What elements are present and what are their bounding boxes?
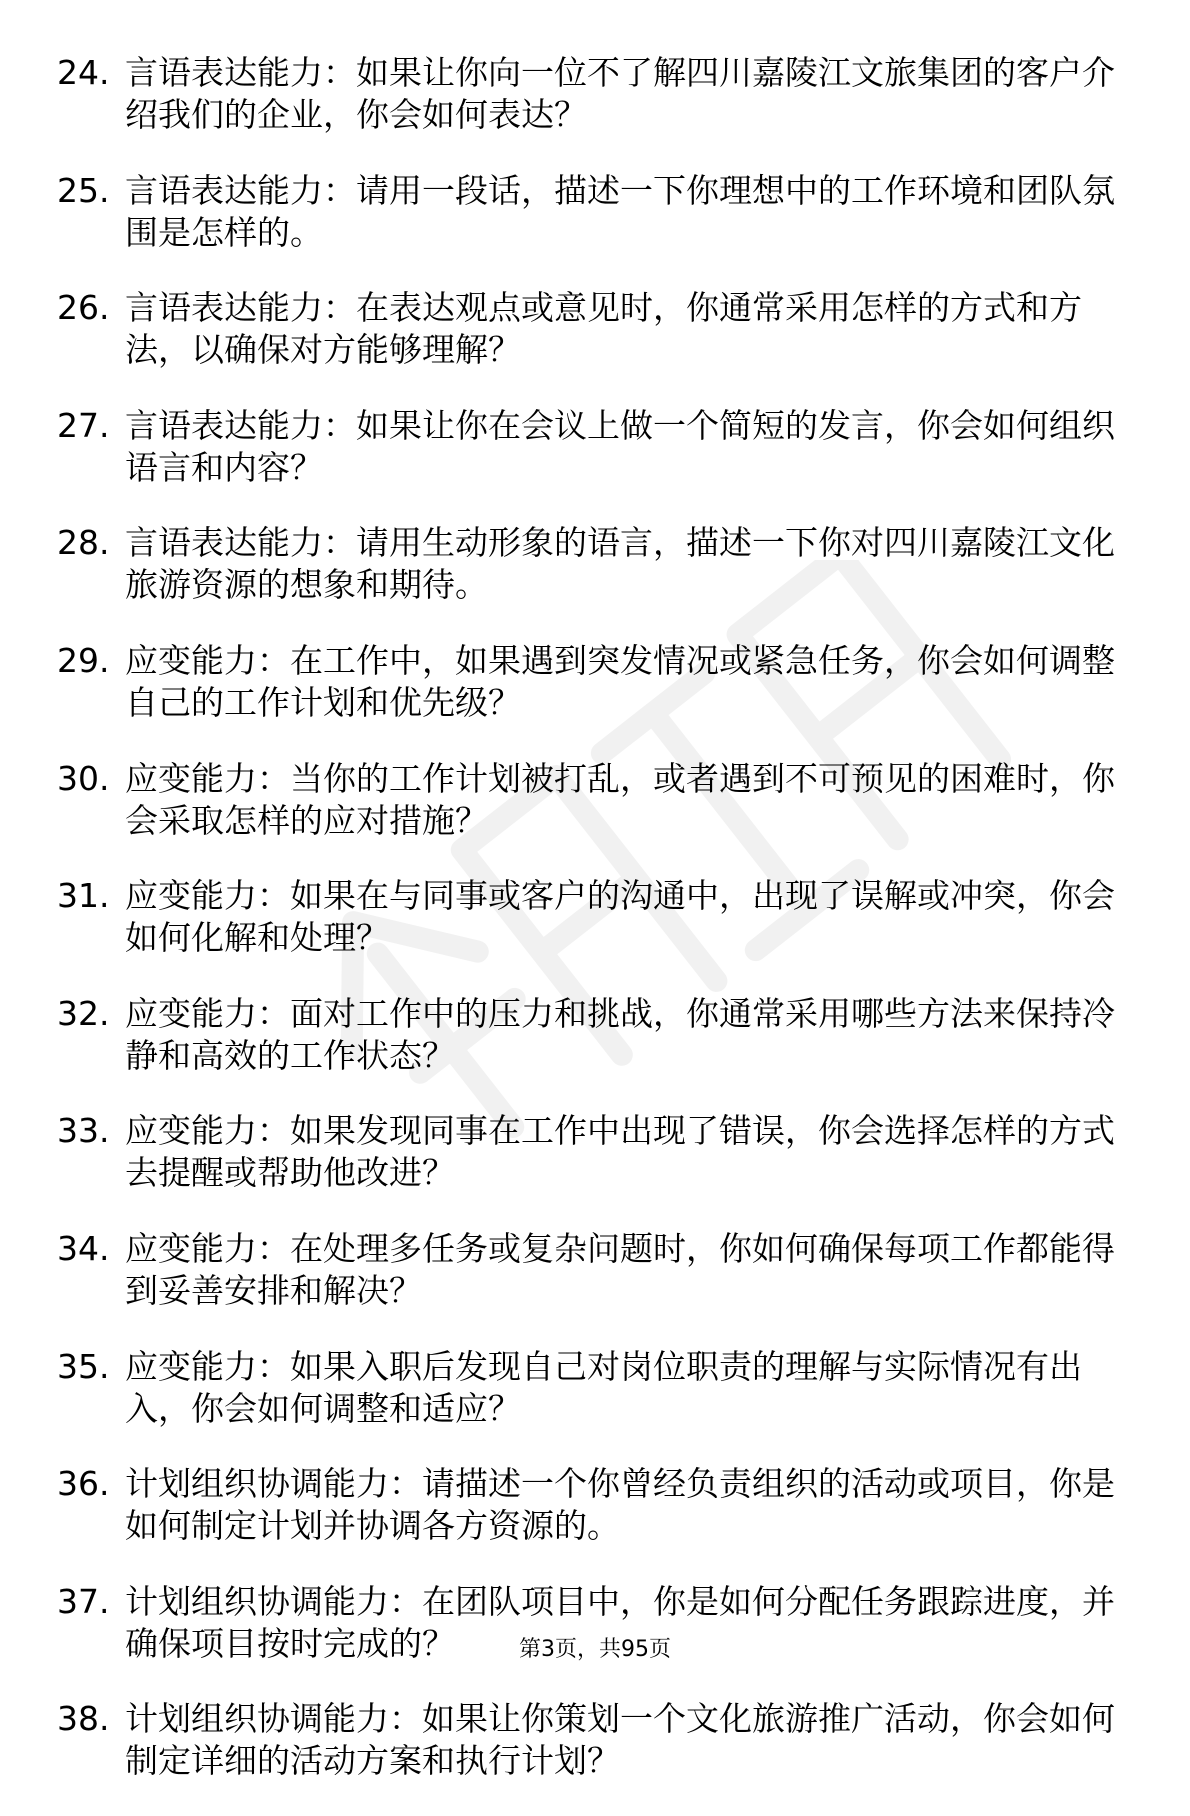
list-item bbox=[57, 640, 1117, 758]
question-text: 言语表达能力：如果让你在会议上做一个简短的发言，你会如何组织语言和内容？ bbox=[125, 405, 1115, 487]
question-text: 计划组织协调能力：请描述一个你曾经负责组织的活动或项目，你是如何制定计划并协调各方资源的。 bbox=[125, 1464, 1115, 1546]
list-item bbox=[57, 993, 1117, 1111]
question-text: 言语表达能力：请用一段话，描述一下你理想中的工作环境和团队氛围是怎样的。 bbox=[125, 170, 1115, 252]
question-text: 言语表达能力：在表达观点或意见时，你通常采用怎样的方式和方法，以确保对方能够理解？ bbox=[125, 288, 1082, 370]
list-item bbox=[57, 405, 1117, 523]
list-item bbox=[57, 1110, 1117, 1228]
question-number: 26. bbox=[57, 288, 110, 328]
question-text: 应变能力：面对工作中的压力和挑战，你通常采用哪些方法来保持冷静和高效的工作状态？ bbox=[125, 993, 1115, 1075]
list-item bbox=[57, 1228, 1117, 1346]
question-number: 32. bbox=[57, 993, 110, 1033]
question-number: 37. bbox=[57, 1581, 110, 1621]
question-number: 38. bbox=[57, 1699, 110, 1739]
question-text: 计划组织协调能力：如果让你策划一个文化旅游推广活动，你会如何制定详细的活动方案和执行计划？ bbox=[125, 1699, 1115, 1781]
question-text: 言语表达能力：如果让你向一位不了解四川嘉陵江文旅集团的客户介绍我们的企业，你会如何表达？ bbox=[125, 53, 1115, 134]
question-number: 24. bbox=[57, 53, 110, 92]
question-text: 应变能力：在处理多任务或复杂问题时，你如何确保每项工作都能得到妥善安排和解决？ bbox=[125, 1228, 1115, 1310]
question-number: 25. bbox=[57, 170, 110, 210]
list-item bbox=[57, 1346, 1117, 1464]
list-item bbox=[57, 287, 1117, 405]
question-text: 应变能力：在工作中，如果遇到突发情况或紧急任务，你会如何调整自己的工作计划和优先级？ bbox=[125, 640, 1115, 722]
list-item bbox=[57, 522, 1117, 640]
question-number: 35. bbox=[57, 1346, 110, 1386]
list-item bbox=[57, 875, 1117, 993]
page-number-footer: 第3页，共95页 bbox=[519, 1637, 671, 1662]
question-number: 36. bbox=[57, 1464, 110, 1504]
question-number: 31. bbox=[57, 876, 110, 916]
question-text: 应变能力：当你的工作计划被打乱，或者遇到不可预见的困难时，你会采取怎样的应对措施？ bbox=[125, 758, 1115, 840]
question-number: 27. bbox=[57, 405, 110, 445]
list-item bbox=[57, 1463, 1117, 1581]
question-list bbox=[57, 52, 1117, 1816]
question-number: 28. bbox=[57, 523, 110, 563]
question-number: 34. bbox=[57, 1228, 110, 1268]
question-number: 33. bbox=[57, 1111, 110, 1151]
list-item bbox=[57, 758, 1117, 876]
question-text: 应变能力：如果在与同事或客户的沟通中，出现了误解或冲突，你会如何化解和处理？ bbox=[125, 876, 1115, 958]
question-number: 30. bbox=[57, 758, 110, 798]
question-text: 言语表达能力：请用生动形象的语言，描述一下你对四川嘉陵江文化旅游资源的想象和期待。 bbox=[125, 523, 1115, 605]
question-number: 29. bbox=[57, 640, 110, 680]
list-item bbox=[57, 52, 1117, 170]
question-text: 应变能力：如果入职后发现自己对岗位职责的理解与实际情况有出入，你会如何调整和适应？ bbox=[125, 1346, 1082, 1428]
question-text: 计划组织协调能力：在团队项目中，你是如何分配任务跟踪进度，并确保项目按时完成的？ bbox=[125, 1581, 1115, 1663]
question-text: 应变能力：如果发现同事在工作中出现了错误，你会选择怎样的方式去提醒或帮助他改进？ bbox=[125, 1111, 1115, 1193]
list-item bbox=[57, 1698, 1117, 1816]
list-item bbox=[57, 170, 1117, 288]
